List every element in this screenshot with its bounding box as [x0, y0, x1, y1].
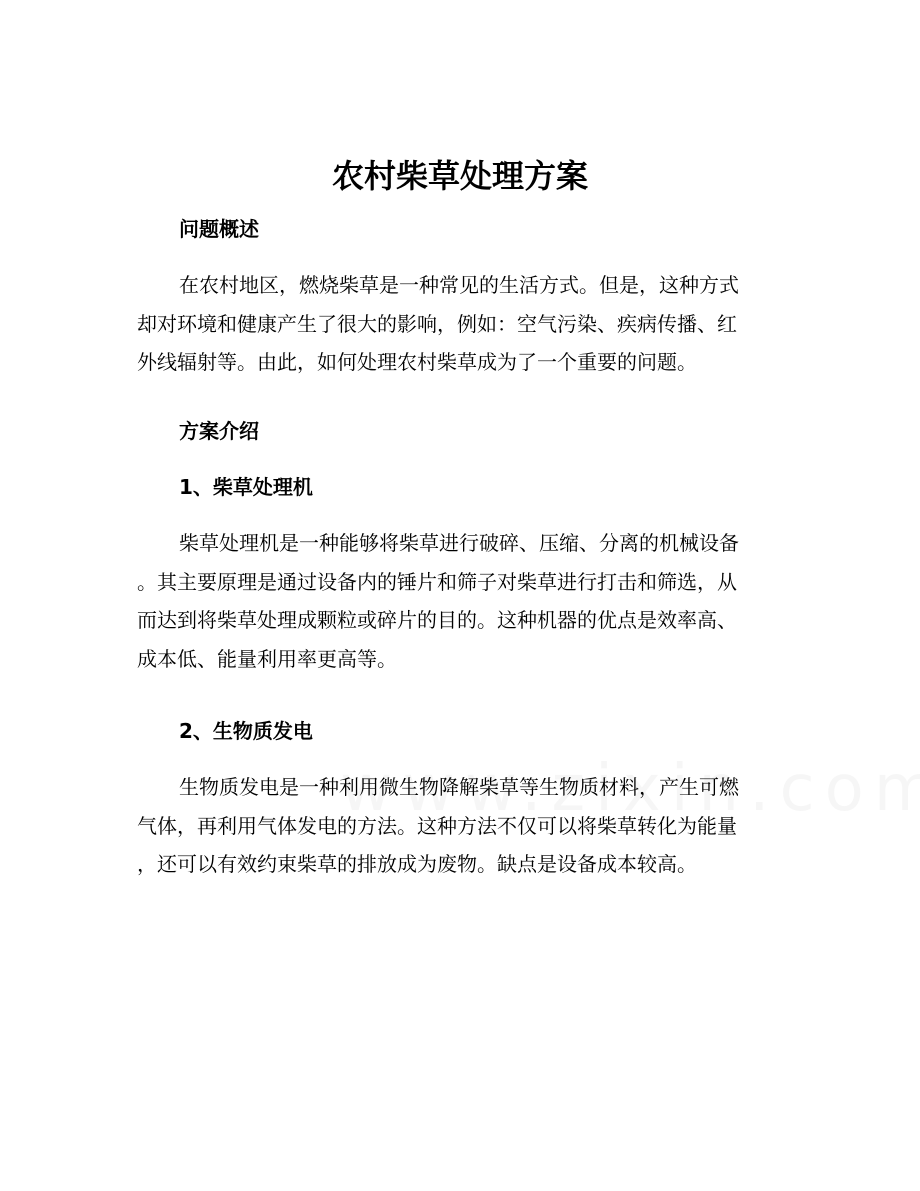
paragraph-line: 气体，再利用气体发电的方法。这种方法不仅可以将柴草转化为能量	[137, 813, 737, 838]
paragraph-line: 而达到将柴草处理成颗粒或碎片的目的。这种机器的优点是效率高、	[137, 608, 737, 632]
paragraph-straw-processor	[137, 524, 777, 678]
paragraph-line: 柴草处理机是一种能够将柴草进行破碎、压缩、分离的机械设备	[179, 531, 739, 555]
section-heading-plan-introduction: 方案介绍	[179, 419, 259, 443]
paragraph-line: ，还可以有效约束柴草的排放成为废物。缺点是设备成本较高。	[137, 852, 697, 876]
document-title: 农村柴草处理方案	[331, 157, 588, 195]
paragraph-problem-overview	[137, 266, 777, 382]
paragraph-line: 外线辐射等。由此，如何处理农村柴草成为了一个重要的问题。	[137, 350, 697, 374]
paragraph-line: 却对环境和健康产生了很大的影响，例如：空气污染、疾病传播、红	[137, 311, 737, 336]
paragraph-line: 在农村地区，燃烧柴草是一种常见的生活方式。但是，这种方式	[179, 273, 739, 297]
paragraph-line: 生物质发电是一种利用微生物降解柴草等生物质材料，产生可燃	[179, 775, 739, 799]
section-heading-problem-overview: 问题概述	[179, 217, 259, 241]
paragraph-line: 成本低、能量利用率更高等。	[137, 646, 397, 671]
section-heading-straw-processor: 1、柴草处理机	[179, 475, 313, 499]
paragraph-biomass-power	[137, 768, 777, 884]
paragraph-line: 。其主要原理是通过设备内的锤片和筛子对柴草进行打击和筛选，从	[137, 569, 737, 594]
section-heading-biomass-power: 2、生物质发电	[179, 719, 313, 743]
